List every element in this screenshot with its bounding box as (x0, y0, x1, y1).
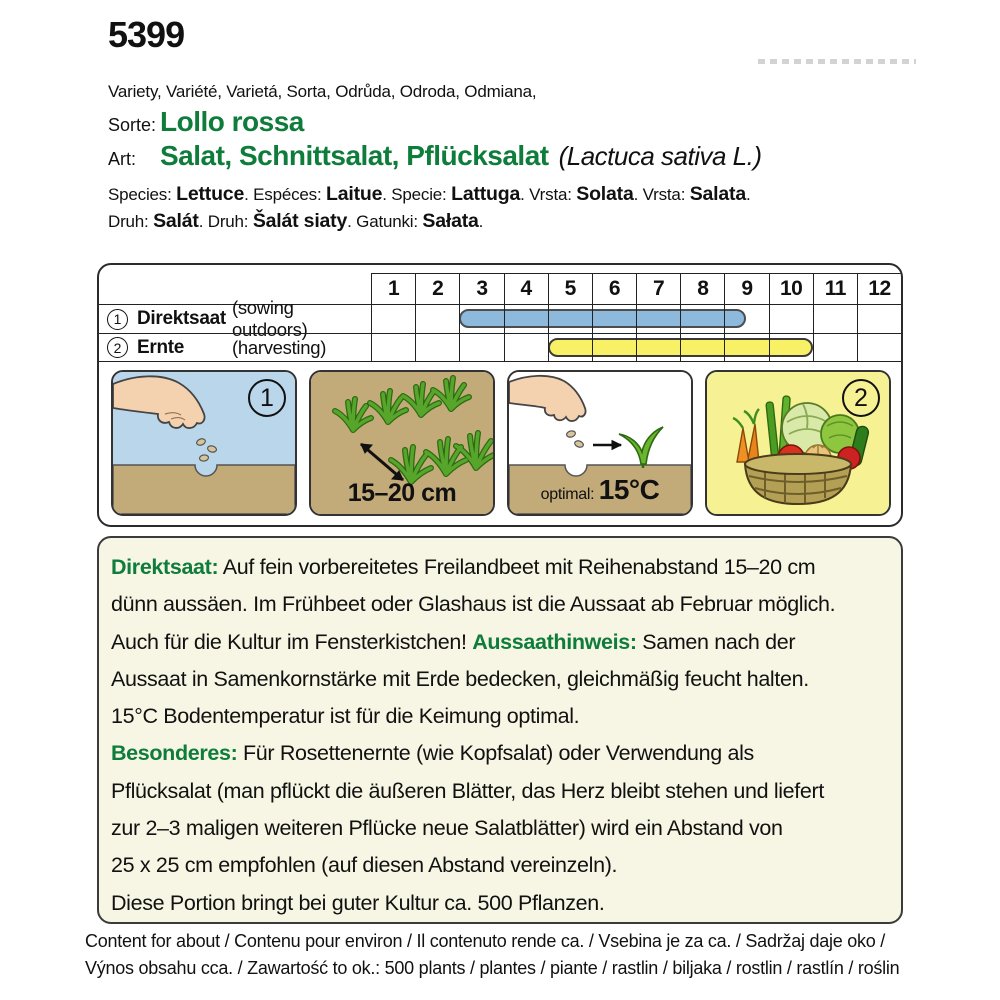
separator: . (746, 185, 751, 204)
month-cell (769, 304, 813, 333)
product-number: 5399 (108, 14, 185, 55)
month-header-cell: 1 (371, 273, 415, 304)
row-month-cells (371, 304, 901, 333)
sorte-label: Sorte: (108, 115, 157, 135)
info-text-line (111, 549, 889, 586)
variety-name: Lollo rossa (160, 106, 304, 137)
translation-label: Espéces: (253, 185, 326, 204)
month-cell (415, 333, 459, 362)
separator: . (198, 212, 208, 231)
translation-label: Druh: (207, 212, 253, 231)
info-text: Aussaat in Samenkornstärke mit Erde bedecken, gleichmäßig feucht halten. (111, 666, 809, 691)
month-header-cell: 10 (769, 273, 813, 304)
translation-value: Šalát siaty (252, 210, 348, 232)
translation-label: Vrsta: (642, 185, 690, 204)
info-text: Für Rosettenernte (wie Kopfsalat) oder Verwendung als (237, 741, 754, 766)
month-cell (636, 333, 680, 362)
month-cell (371, 333, 415, 362)
panel-plant-spacing (309, 370, 495, 516)
month-header-cell: 4 (504, 273, 548, 304)
month-header-cell: 9 (724, 273, 768, 304)
info-text-line (111, 698, 889, 735)
info-text: Diese Portion bringt bei guter Kultur ca. 500 Pflanzen. (111, 890, 605, 915)
month-cell (813, 304, 857, 333)
month-header-cell: 7 (636, 273, 680, 304)
month-header-cells (371, 273, 901, 304)
info-text: Auch für die Kultur im Fensterkistchen! (111, 629, 473, 654)
temperature-caption (509, 474, 691, 506)
species-translations-line (108, 183, 751, 206)
basket-icon (745, 454, 851, 504)
step-number-circle (842, 379, 880, 417)
cultivation-instructions-box (97, 536, 903, 924)
info-text: zur 2–3 maligen weiteren Pflücke neue Salatblätter) wird ein Abstand von (111, 816, 783, 841)
separator: . (347, 212, 357, 231)
info-keyword: Aussaathinweis: (472, 629, 637, 654)
separator: . (478, 212, 484, 231)
panel-harvest-basket (705, 370, 891, 516)
month-cell (680, 333, 724, 362)
info-text-line (111, 885, 889, 922)
separator: . (244, 185, 254, 204)
latin-name: (Lactuca sativa L.) (558, 141, 762, 171)
panel-hand-sowing (111, 370, 297, 516)
info-text: dünn aussäen. Im Frühbeet oder Glashaus ist die Aussaat ab Februar möglich. (111, 592, 836, 617)
month-cell (813, 333, 857, 362)
info-text-line (111, 773, 889, 810)
content-quantity-line-2: Výnos obsahu cca. / Zawartość to ok.: 500 plants / plantes / piante / rastlin / biljaka / rostlin / rastlín / roślin (85, 958, 900, 978)
faded-print-fragment (758, 59, 916, 64)
month-cell (592, 333, 636, 362)
variety-translations-line: Variety, Variété, Varietá, Sorta, Odrůda, Odroda, Odmiana, (108, 82, 537, 101)
info-text: Samen nach der (636, 629, 796, 654)
translation-label: Species: (108, 185, 177, 204)
month-cell (415, 304, 459, 333)
row-name: Direktsaat (137, 308, 226, 329)
sowing-calendar-table (99, 273, 901, 362)
calendar-row-direktsaat (99, 297, 901, 340)
row-description: (harvesting) (232, 336, 327, 358)
row-number-circle: 2 (107, 337, 128, 358)
sorte-row (108, 106, 304, 138)
translation-value: Salát (153, 210, 199, 232)
row-number-circle: 1 (107, 309, 128, 330)
translation-value: Lettuce (176, 183, 245, 205)
optimal-temperature: 15°C (598, 474, 660, 505)
info-text-line (111, 624, 889, 661)
translation-value: Lattuga (451, 183, 521, 205)
content-quantity-line-1: Content for about / Contenu pour environ / Il contenuto rende ca. / Vsebina je za ca. / Sadržaj daje oko / (85, 931, 886, 951)
row-name: Ernte (137, 336, 185, 358)
row-label (99, 333, 371, 362)
art-label: Art: (108, 149, 137, 169)
separator: . (520, 185, 530, 204)
translation-label: Druh: (108, 212, 154, 231)
month-header-cell: 6 (592, 273, 636, 304)
month-cell (724, 304, 768, 333)
step-number-circle (248, 379, 286, 417)
month-header-row (99, 273, 901, 304)
row-label (99, 297, 371, 340)
month-header-cell: 2 (415, 273, 459, 304)
row-description: (sowing outdoors) (232, 297, 308, 340)
translation-value: Sałata (422, 210, 479, 232)
optimal-label: optimal: (540, 486, 595, 503)
info-text: Auf fein vorbereitetes Freilandbeet mit Reihenabstand 15–20 cm (218, 555, 816, 579)
translation-value: Laitue (326, 183, 383, 205)
month-header-cell: 12 (857, 273, 901, 304)
month-cell (548, 333, 592, 362)
month-cell (857, 333, 901, 362)
art-row (108, 140, 762, 172)
month-cell (724, 333, 768, 362)
spacing-caption: 15–20 cm (347, 479, 457, 507)
month-cell (636, 304, 680, 333)
step-number: 2 (854, 383, 868, 412)
month-cell (680, 304, 724, 333)
translation-label: Specie: (391, 185, 452, 204)
month-header-cell: 3 (459, 273, 503, 304)
info-text-line (111, 810, 889, 847)
month-cell (548, 304, 592, 333)
month-cell (459, 333, 503, 362)
panel-germination-temperature (507, 370, 693, 516)
info-text: 15°C Bodentemperatur ist für die Keimung optimal. (111, 704, 580, 729)
row-month-cells (371, 333, 901, 362)
month-cell (769, 333, 813, 362)
separator: . (633, 185, 643, 204)
month-header-cell: 8 (680, 273, 724, 304)
month-cell (857, 304, 901, 333)
month-header-cell: 5 (548, 273, 592, 304)
month-cell (371, 304, 415, 333)
translation-value: Solata (576, 183, 634, 205)
translation-value: Salata (689, 183, 746, 205)
translation-label: Gatunki: (356, 212, 423, 231)
info-text-line (111, 735, 889, 772)
info-text-line (111, 661, 889, 698)
month-cell (504, 304, 548, 333)
illustration-panels (99, 362, 901, 516)
info-keyword: Besonderes: (111, 741, 238, 766)
translation-label: Vrsta: (529, 185, 577, 204)
separator: . (382, 185, 392, 204)
druh-translations-line (108, 210, 483, 233)
info-text: 25 x 25 cm empfohlen (auf diesen Abstand vereinzeln). (111, 853, 618, 878)
sowing-calendar-box (97, 263, 903, 527)
info-text-line (111, 847, 889, 884)
month-cell (592, 304, 636, 333)
calendar-row-ernte (99, 333, 901, 362)
info-text-line (111, 586, 889, 623)
month-header-cell: 11 (813, 273, 857, 304)
info-keyword: Direktsaat: (111, 555, 219, 579)
step-number: 1 (260, 383, 274, 412)
month-cell (459, 304, 503, 333)
month-cell (504, 333, 548, 362)
species-common-name: Salat, Schnittsalat, Pflücksalat (160, 140, 549, 171)
info-text: Pflücksalat (man pflückt die äußeren Blätter, das Herz bleibt stehen und liefert (111, 778, 824, 803)
